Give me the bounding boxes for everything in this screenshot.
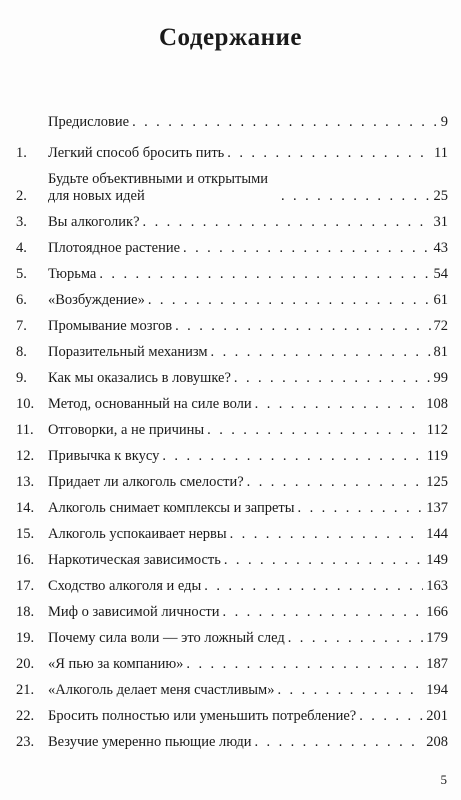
toc-entry xyxy=(16,552,448,569)
toc-entry xyxy=(16,344,448,361)
toc-entry-page: 166 xyxy=(426,604,448,620)
toc-entry-title: «Я пью за компанию» xyxy=(48,656,184,672)
toc-entry-page: 125 xyxy=(426,474,448,490)
toc-entry-title: Почему сила воли — это ложный след xyxy=(48,630,285,646)
toc-entry-title: Бросить полностью или уменьшить потребление? xyxy=(48,708,357,724)
toc-entry-page: 81 xyxy=(433,344,448,360)
toc-entry-page: 179 xyxy=(426,630,448,646)
toc-entry-number: 1. xyxy=(16,145,27,161)
toc-entry xyxy=(16,240,448,257)
toc-entry-page: 144 xyxy=(426,526,448,542)
toc-entry-title: Вы алкоголик? xyxy=(48,214,140,230)
dot-leader xyxy=(277,682,423,699)
toc-entry xyxy=(16,370,448,387)
toc-entry-title: Везучие умеренно пьющие люди xyxy=(48,734,252,750)
dot-leader xyxy=(224,552,423,569)
toc-entry xyxy=(16,526,448,543)
toc-entry-title: Тюрьма xyxy=(48,266,97,282)
toc-entry xyxy=(16,708,448,725)
toc-entry-number: 16. xyxy=(16,552,35,568)
toc-entry-number: 21. xyxy=(16,682,35,698)
dot-leader xyxy=(254,734,423,751)
table-of-contents xyxy=(16,114,448,751)
toc-entry-number: 19. xyxy=(16,630,35,646)
toc-entry-number: 20. xyxy=(16,656,35,672)
toc-entry-number: 8. xyxy=(16,344,27,360)
toc-entry-title: Предисловие xyxy=(48,114,130,130)
dot-leader xyxy=(234,370,431,387)
toc-entry xyxy=(16,396,448,413)
toc-entry-page: 72 xyxy=(433,318,448,334)
dot-leader xyxy=(255,396,424,413)
toc-entry-page: 54 xyxy=(433,266,448,282)
toc-entry-page: 137 xyxy=(426,500,448,516)
toc-entry-title: «Возбуждение» xyxy=(48,292,145,308)
toc-entry-number: 12. xyxy=(16,448,35,464)
dot-leader xyxy=(211,344,431,361)
toc-entry-title: Наркотическая зависимость xyxy=(48,552,221,568)
dot-leader xyxy=(143,214,431,231)
toc-entry xyxy=(16,214,448,231)
page-number: 5 xyxy=(440,772,447,787)
toc-entry-title: «Алкоголь делает меня счастливым» xyxy=(48,682,275,698)
dot-leader xyxy=(281,188,431,205)
toc-entry xyxy=(16,682,448,699)
toc-entry-page: 149 xyxy=(426,552,448,568)
dot-leader xyxy=(162,448,423,465)
toc-entry-number: 15. xyxy=(16,526,35,542)
toc-entry-number: 23. xyxy=(16,734,35,750)
dot-leader xyxy=(288,630,424,647)
toc-entry-number: 22. xyxy=(16,708,35,724)
toc-entry-title: Поразительный механизм xyxy=(48,344,208,360)
dot-leader xyxy=(99,266,430,283)
toc-entry xyxy=(16,656,448,673)
toc-entry-page: 108 xyxy=(426,396,448,412)
toc-entry-page: 11 xyxy=(434,145,448,161)
toc-entry-page: 163 xyxy=(426,578,448,594)
toc-entry xyxy=(16,578,448,595)
toc-entry-page: 208 xyxy=(426,734,448,750)
toc-entry xyxy=(16,318,448,335)
toc-entry xyxy=(16,500,448,517)
toc-entry xyxy=(16,630,448,647)
toc-entry-title: Как мы оказались в ловушке? xyxy=(48,370,231,386)
toc-entry xyxy=(16,266,448,283)
toc-entry-title: Будьте объективными и открытыми для новых идей xyxy=(48,171,269,204)
toc-entry xyxy=(16,474,448,491)
toc-entry-number: 17. xyxy=(16,578,35,594)
toc-entry-page: 99 xyxy=(433,370,448,386)
toc-entry-page: 61 xyxy=(433,292,448,308)
toc-entry-number: 9. xyxy=(16,370,27,386)
toc-entry-number: 2. xyxy=(16,188,27,204)
dot-leader xyxy=(230,526,424,543)
toc-entry-page: 43 xyxy=(433,240,448,256)
toc-entry-page: 25 xyxy=(433,188,448,204)
toc-entry-number: 14. xyxy=(16,500,35,516)
toc-entry-title: Миф о зависимой личности xyxy=(48,604,220,620)
dot-leader xyxy=(227,145,431,162)
toc-entry-title: Промывание мозгов xyxy=(48,318,173,334)
toc-entry-title: Придает ли алкоголь смелости? xyxy=(48,474,244,490)
toc-entry-title: Алкоголь снимает комплексы и запреты xyxy=(48,500,295,516)
dot-leader xyxy=(207,422,424,439)
toc-entry-title: Алкоголь успокаивает нервы xyxy=(48,526,227,542)
dot-leader xyxy=(359,708,423,725)
toc-entry-number: 11. xyxy=(16,422,34,438)
toc-entry-page: 201 xyxy=(426,708,448,724)
toc-entry-number: 3. xyxy=(16,214,27,230)
toc-entry-number: 5. xyxy=(16,266,27,282)
toc-entry-number: 18. xyxy=(16,604,35,620)
dot-leader xyxy=(183,240,430,257)
toc-entry-number: 4. xyxy=(16,240,27,256)
toc-entry-page: 9 xyxy=(440,114,448,130)
toc-entry-title: Плотоядное растение xyxy=(48,240,181,256)
toc-entry xyxy=(16,292,448,309)
dot-leader xyxy=(186,656,423,673)
toc-entry-title: Легкий способ бросить пить xyxy=(48,145,225,161)
toc-entry xyxy=(16,145,448,162)
dot-leader xyxy=(175,318,430,335)
dot-leader xyxy=(132,114,438,131)
toc-entry xyxy=(16,171,448,205)
dot-leader xyxy=(204,578,423,595)
toc-entry-page: 31 xyxy=(433,214,448,230)
toc-entry xyxy=(16,448,448,465)
toc-entry xyxy=(16,734,448,751)
toc-entry-number: 10. xyxy=(16,396,35,412)
toc-entry-page: 187 xyxy=(426,656,448,672)
dot-leader xyxy=(247,474,424,491)
toc-entry xyxy=(16,114,448,131)
toc-entry-number: 6. xyxy=(16,292,27,308)
dot-leader xyxy=(148,292,431,309)
toc-entry xyxy=(16,422,448,439)
toc-entry-title: Отговорки, а не причины xyxy=(48,422,205,438)
toc-entry-title: Сходство алкоголя и еды xyxy=(48,578,202,594)
page-title: Содержание xyxy=(158,24,302,51)
toc-entry-title: Привычка к вкусу xyxy=(48,448,160,464)
toc-entry-number: 7. xyxy=(16,318,27,334)
toc-entry-page: 194 xyxy=(426,682,448,698)
toc-entry-number: 13. xyxy=(16,474,35,490)
toc-entry xyxy=(16,604,448,621)
dot-leader xyxy=(298,500,424,517)
dot-leader xyxy=(223,604,424,621)
toc-entry-title: Метод, основанный на силе воли xyxy=(48,396,252,412)
toc-entry-page: 119 xyxy=(426,448,448,464)
toc-entry-page: 112 xyxy=(426,422,448,438)
